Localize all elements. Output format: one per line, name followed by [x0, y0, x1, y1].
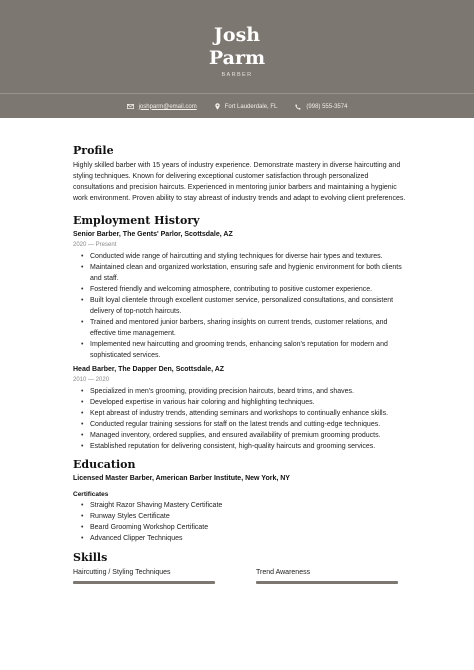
- certificates-label: Certificates: [73, 491, 109, 498]
- first-name: Josh: [213, 24, 261, 46]
- contact-location: [215, 103, 278, 110]
- job-bullet: • Fostered friendly and welcoming atmosphere, contributing to positive customer experience.: [90, 284, 408, 295]
- skill-name: Trend Awareness: [256, 569, 311, 576]
- certificate-item: • Straight Razor Shaving Mastery Certificate: [90, 500, 408, 511]
- job-dates: 2010 — 2020: [73, 377, 110, 383]
- job-entry: [73, 365, 408, 452]
- skill-level-bar: [73, 581, 215, 584]
- job-title: Senior Barber, The Gents' Parlor, Scottsdale, AZ: [73, 231, 233, 238]
- skills-section: [73, 551, 408, 598]
- degree-title: Licensed Master Barber, American Barber Institute, New York, NY: [73, 475, 290, 482]
- job-bullet: • Established reputation for delivering consistent, high-quality haircuts and grooming services.: [90, 441, 408, 452]
- employment-heading: Employment History: [73, 214, 200, 227]
- certificate-item: • Beard Grooming Workshop Certificate: [90, 522, 408, 533]
- job-bullet: • Managed inventory, ordered supplies, and ensured availability of premium grooming products.: [90, 430, 408, 441]
- job-dates: 2020 — Present: [73, 242, 117, 248]
- map-pin-icon: [215, 103, 220, 110]
- certificate-item: • Advanced Clipper Techniques: [90, 533, 408, 544]
- skills-list: [73, 568, 408, 598]
- job-bullet: • Specialized in men's grooming, providing precision haircuts, beard trims, and shaves.: [90, 386, 408, 397]
- phone-text: (998) 555-3574: [306, 103, 348, 110]
- education-heading: Education: [73, 458, 136, 471]
- profile-text: Highly skilled barber with 15 years of industry experience. Demonstrate mastery in diverse haircutting and styling techniques. Known for delivering exceptional customer satisfaction through personalized consultations and precision haircuts. Experienced in mentoring junior barbers and maintaining a hygienic work environment. Proven ability to stay abreast of industry trends and adapt to evolving client preferences.: [73, 162, 406, 202]
- contact-email[interactable]: [127, 104, 197, 110]
- certificate-item: • Runway Styles Certificate: [90, 511, 408, 522]
- job-bullet: • Conducted wide range of haircutting and styling techniques for diverse hair types and textures.: [90, 251, 408, 262]
- job-bullet: • Built loyal clientele through excellent customer service, personalized consultations, and consistent delivery of top-notch haircuts.: [90, 295, 408, 317]
- skill-item: [256, 568, 398, 584]
- skills-heading: Skills: [73, 551, 108, 564]
- skill-item: [73, 568, 215, 584]
- job-role: BARBER: [221, 72, 253, 78]
- job-bullet: • Developed expertise in various hair coloring and highlighting techniques.: [90, 397, 408, 408]
- skill-level-bar: [256, 581, 398, 584]
- job-bullet: • Trained and mentored junior barbers, sharing insights on current trends, customer relations, and effective time management.: [90, 317, 408, 339]
- job-bullets: [73, 386, 408, 452]
- job-bullet: • Implemented new haircutting and grooming trends, enhancing salon's reputation for modern and sophisticated services.: [90, 339, 408, 361]
- job-bullets: [73, 251, 408, 361]
- skill-name: Haircutting / Styling Techniques: [73, 569, 171, 576]
- resume-header: [0, 0, 474, 118]
- profile-section: [73, 144, 408, 204]
- email-text[interactable]: joshparm@email.com: [138, 103, 197, 110]
- phone-icon: [295, 104, 301, 110]
- education-section: [73, 458, 408, 544]
- envelope-icon: [127, 104, 134, 109]
- resume-body: [73, 144, 408, 598]
- job-title: Head Barber, The Dapper Den, Scottsdale, AZ: [73, 366, 225, 373]
- contact-bar: [0, 93, 474, 119]
- contact-phone: [295, 104, 347, 110]
- last-name: Parm: [208, 47, 266, 69]
- job-entry: [73, 230, 408, 361]
- job-bullet: • Conducted regular training sessions for staff on the latest trends and cutting-edge techniques.: [90, 419, 408, 430]
- job-bullet: • Kept abreast of industry trends, attending seminars and workshops to continually enhance skills.: [90, 408, 408, 419]
- certificate-list: [73, 500, 408, 544]
- profile-heading: Profile: [73, 144, 114, 157]
- location-text: Fort Lauderdale, FL: [224, 103, 278, 110]
- employment-section: [73, 214, 408, 452]
- job-bullet: • Maintained clean and organized workstation, ensuring safe and hygienic environment for both clients and staff.: [90, 262, 408, 284]
